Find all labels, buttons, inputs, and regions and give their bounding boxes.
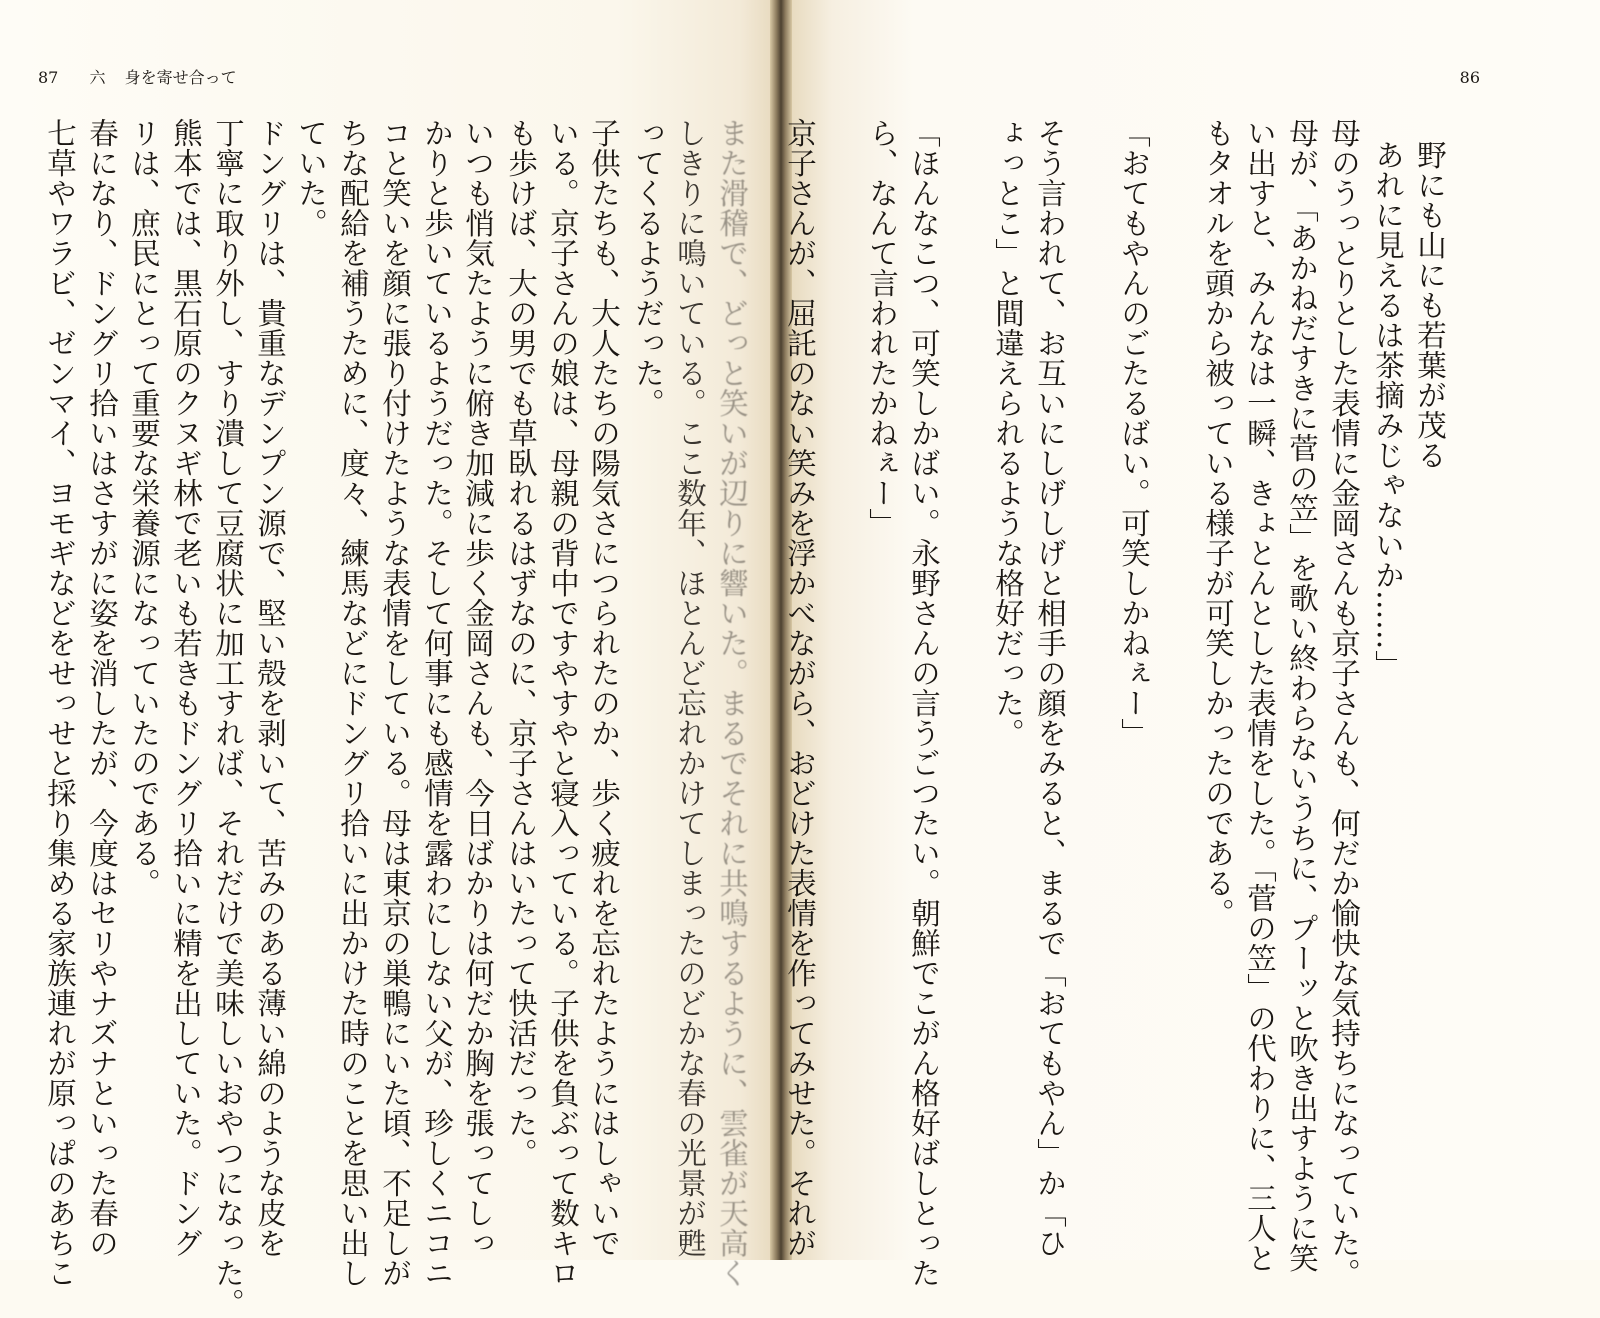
text-line: ちな配給を補うために、度々、練馬などにドングリ拾いに出かけた時のことを思い出し bbox=[336, 118, 370, 1288]
text-line: 「ほんなこつ、可笑しかばい。永野さんの言うごつたい。朝鮮でこがん格好ばしとった bbox=[907, 118, 941, 1288]
text-line: も歩けば、大の男でも草臥れるはずなのに、京子さんはいたって快活だった。 bbox=[504, 118, 538, 1168]
text-line: 母が、「あかねだすきに菅の笠」を歌い終わらないうちに、プーッと吹き出すように笑 bbox=[1285, 118, 1319, 1274]
text-line: 丁寧に取り外し、すり潰して豆腐状に加工すれば、それだけで美味しいおやつになった。 bbox=[211, 118, 245, 1318]
text-line: い出すと、みんなは一瞬、きょとんとした表情をした。「菅の笠」の代わりに、三人と bbox=[1243, 118, 1277, 1274]
text-line: 京子さんが、屈託のない笑みを浮かべながら、おどけた表情を作ってみせた。それが bbox=[783, 118, 817, 1258]
text-line: ら、なんて言われたかねぇー」 bbox=[865, 118, 899, 538]
text-line: 熊本では、黒石原のクヌギ林で老いも若きもドングリ拾いに精を出していた。ドング bbox=[169, 118, 203, 1258]
text-line: 母のうっとりとした表情に金岡さんも京子さんも、何だか愉快な気持ちになっていた。 bbox=[1327, 118, 1361, 1288]
text-line: リは、庶民にとって重要な栄養源になっていたのである。 bbox=[127, 118, 161, 898]
text-line: 野にも山にも若葉が茂る bbox=[1413, 140, 1447, 470]
text-line: ょっとこ」と間違えられるような格好だった。 bbox=[991, 118, 1025, 748]
text-line: 子供たちも、大人たちの陽気さにつられたのか、歩く疲れを忘れたようにはしゃいで bbox=[587, 118, 621, 1258]
chapter-number: 六 bbox=[89, 68, 106, 87]
text-line: また滑稽で、どっと笑いが辺りに響いた。まるでそれに共鳴するように、雲雀が天高く bbox=[715, 118, 749, 1288]
text-line: もタオルを頭から被っている様子が可笑しかったのである。 bbox=[1201, 118, 1235, 928]
text-line: いる。京子さんの娘は、母親の背中ですやすやと寝入っている。子供を負ぶって数キロ bbox=[546, 118, 580, 1288]
text-line: 春になり、ドングリ拾いはさすがに姿を消したが、今度はセリやナズナといった春の bbox=[85, 118, 119, 1258]
page-number: 87 bbox=[38, 68, 59, 87]
text-line: かりと歩いているようだった。そして何事にも感情を露わにしない父が、珍しくニコニ bbox=[420, 118, 454, 1288]
text-line: ってくるようだった。 bbox=[631, 118, 665, 418]
right-page bbox=[783, 0, 1600, 1288]
text-line: あれに見えるは茶摘みじゃないか……」 bbox=[1371, 140, 1405, 680]
text-line: ていた。 bbox=[294, 118, 328, 238]
running-header bbox=[38, 66, 237, 90]
page-number: 86 bbox=[1459, 68, 1480, 87]
chapter-title: 身を寄せ合って bbox=[124, 68, 237, 87]
text-line: ドングリは、貴重なデンプン源で、堅い殻を剥いて、苦みのある薄い綿のような皮を bbox=[253, 118, 287, 1258]
text-line: しきりに鳴いている。ここ数年、ほとんど忘れかけてしまったのどかな春の光景が甦 bbox=[673, 118, 707, 1258]
text-line: そう言われて、お互いにしげしげと相手の顔をみると、まるで「おてもやん」か「ひ bbox=[1033, 118, 1067, 1258]
left-page bbox=[0, 0, 770, 1318]
text-line: 七草やワラビ、ゼンマイ、ヨモギなどをせっせと採り集める家族連れが原っぱのあちこ bbox=[43, 118, 77, 1288]
text-line: コと笑いを顔に張り付けたような表情をしている。母は東京の巣鴨にいた頃、不足しが bbox=[378, 118, 412, 1288]
text-line: いつも悄気たように俯き加減に歩く金岡さんも、今日ばかりは何だか胸を張ってしっ bbox=[461, 118, 495, 1258]
text-line: 「おてもやんのごたるばい。可笑しかねぇー」 bbox=[1117, 118, 1151, 748]
